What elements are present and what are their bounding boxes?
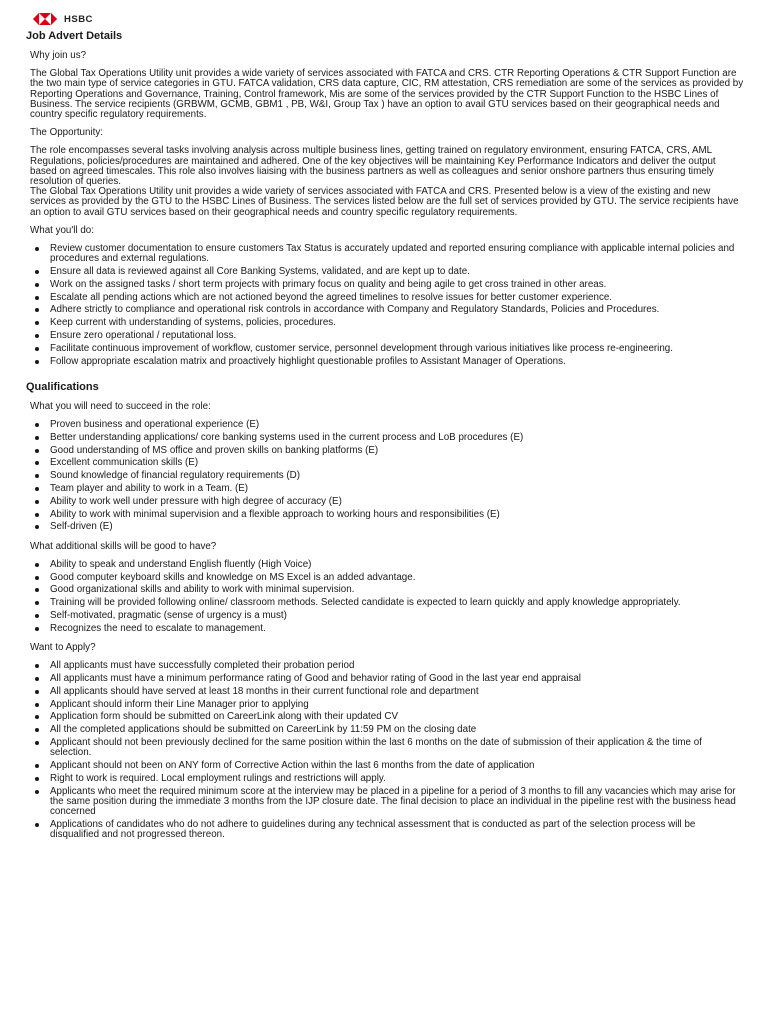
list-item: Good organizational skills and ability to work with minimal supervision. (30, 585, 744, 595)
list-item: Ability to work with minimal supervision and a flexible approach to working hours and responsibilities (E) (30, 510, 744, 520)
list-item: Applicant should not been previously declined for the same position within the last 6 months on the date of submission of their application & the time of selection. (30, 738, 744, 758)
list-item: Applicant should inform their Line Manager prior to applying (30, 700, 744, 710)
additional-skills-label: What additional skills will be good to have? (30, 540, 217, 552)
why-join-label: Why join us? (30, 50, 87, 61)
list-item: Application form should be submitted on CareerLink along with their updated CV (30, 712, 744, 722)
list-item: Applicant should not been on ANY form of Corrective Action within the last 6 months from the date of application (30, 761, 744, 771)
list-item: Right to work is required. Local employment rulings and restrictions will apply. (30, 774, 744, 784)
list-item: Review customer documentation to ensure customers Tax Status is accurately updated and reported ensuring compliance with applicable internal policies and procedures and external regulations. (30, 244, 744, 264)
list-item: Training will be provided following online/ classroom methods. Selected candidate is expected to learn quickly and apply knowledge appropriately. (30, 598, 744, 608)
opportunity-label: The Opportunity: (30, 127, 103, 139)
list-item: Sound knowledge of financial regulatory requirements (D) (30, 471, 744, 481)
list-item: All the completed applications should be submitted on CareerLink by 11:59 PM on the closing date (30, 725, 744, 735)
list-item: Self-motivated, pragmatic (sense of urgency is a must) (30, 611, 744, 621)
hsbc-hexagon-icon (30, 13, 60, 25)
job-advert-heading: Job Advert Details (26, 30, 123, 42)
hsbc-logo (0, 12, 768, 26)
list-item: Ensure all data is reviewed against all Core Banking Systems, validated, and are kept up to date. (30, 267, 744, 277)
list-item: Proven business and operational experience (E) (30, 420, 744, 430)
list-item: Team player and ability to work in a Team. (E) (30, 484, 744, 494)
list-item: Facilitate continuous improvement of workflow, customer service, personnel development through various initiatives like process re-engineering. (30, 344, 744, 354)
duties-list (30, 244, 744, 367)
list-item: Ability to work well under pressure with high degree of accuracy (E) (30, 497, 744, 507)
qualifications-heading: Qualifications (26, 380, 99, 393)
list-item: Ability to speak and understand English fluently (High Voice) (30, 560, 744, 570)
additional-skills-list (30, 560, 744, 634)
list-item: Good understanding of MS office and proven skills on banking platforms (E) (30, 446, 744, 456)
needs-list (30, 420, 744, 533)
list-item: Keep current with understanding of systems, policies, procedures. (30, 318, 744, 328)
list-item: Excellent communication skills (E) (30, 458, 744, 468)
opportunity-paragraph: The role encompasses several tasks involving analysis across multiple business lines, getting trained on regulatory environment, ensuring FATCA, CRS, AML Regulations, policies/procedures are maintained and adhered. One of the key objectives will be maintaining Key Performance Indicators and deliver the output based on agreed timescales. This role also involves liaising with the business partners as well as colleagues and senior onshore partners thus ensuring timely resolution of queries. (30, 145, 716, 188)
list-item: All applicants should have served at least 18 months in their current functional role and department (30, 687, 744, 697)
list-item: Ensure zero operational / reputational loss. (30, 331, 744, 341)
intro-paragraph: The Global Tax Operations Utility unit provides a wide variety of services associated with FATCA and CRS. CTR Reporting Operations & CTR Support Function are the two main type of service categories in GTU. FATCA validation, CRS data capture, CIC, RM attestation, CRS remediation are some of the services as provided by Reporting Operations and Governance, Training, Control framework, Mis are some of the services provided by the CTR Support Function to the HSBC Lines of Business. The service recipients (GRBWM, GCMB, GBM1 , PB, W&I, Group Tax ) have an option to avail GTU services based on their geographical needs and country specific regulatory requirements. (30, 68, 744, 121)
opportunity-paragraph: The Global Tax Operations Utility unit provides a wide variety of services associated with FATCA and CRS. Presented below is a view of the existing and new services as provided by the GTU to the HSBC Lines of Business. The services listed below are the full set of services provided by GTU. The service recipients have an option to avail GTU services based on their geographical needs and country specific regulatory requirements. (30, 186, 739, 218)
list-item: All applicants must have a minimum performance rating of Good and behavior rating of Good in the last year end appraisal (30, 674, 744, 684)
list-item: Follow appropriate escalation matrix and proactively highlight questionable profiles to Assistant Manager of Operations. (30, 357, 744, 367)
list-item: Adhere strictly to compliance and operational risk controls in accordance with Company and Regulatory Standards, Policies and Procedures. (30, 305, 744, 315)
brand-name: HSBC (64, 13, 93, 25)
list-item: Self-driven (E) (30, 522, 744, 532)
list-item: All applicants must have successfully completed their probation period (30, 661, 744, 671)
what-youll-do-label: What you'll do: (30, 224, 94, 236)
list-item: Work on the assigned tasks / short term projects with primary focus on quality and being agile to get cross trained in other areas. (30, 280, 744, 290)
list-item: Recognizes the need to escalate to management. (30, 624, 744, 634)
list-item: Escalate all pending actions which are not actioned beyond the agreed timelines to resolve issues for better customer experience. (30, 293, 744, 303)
list-item: Better understanding applications/ core banking systems used in the current process and LoB procedures (E) (30, 433, 744, 443)
need-label: What you will need to succeed in the role: (30, 400, 211, 412)
list-item: Good computer keyboard skills and knowledge on MS Excel is an added advantage. (30, 573, 744, 583)
list-item: Applicants who meet the required minimum score at the interview may be placed in a pipeline for a period of 3 months to fill any vacancies which may arise for the same position during the immediate 3 months from the IJP closure date. The final decision to place an individual in the pipeline rest with the business head concerned (30, 787, 744, 818)
list-item: Applications of candidates who do not adhere to guidelines during any technical assessment that is conducted as part of the selection process will be disqualified and not progressed thereon. (30, 820, 744, 840)
apply-rules-list (30, 661, 744, 840)
apply-label: Want to Apply? (30, 642, 96, 653)
